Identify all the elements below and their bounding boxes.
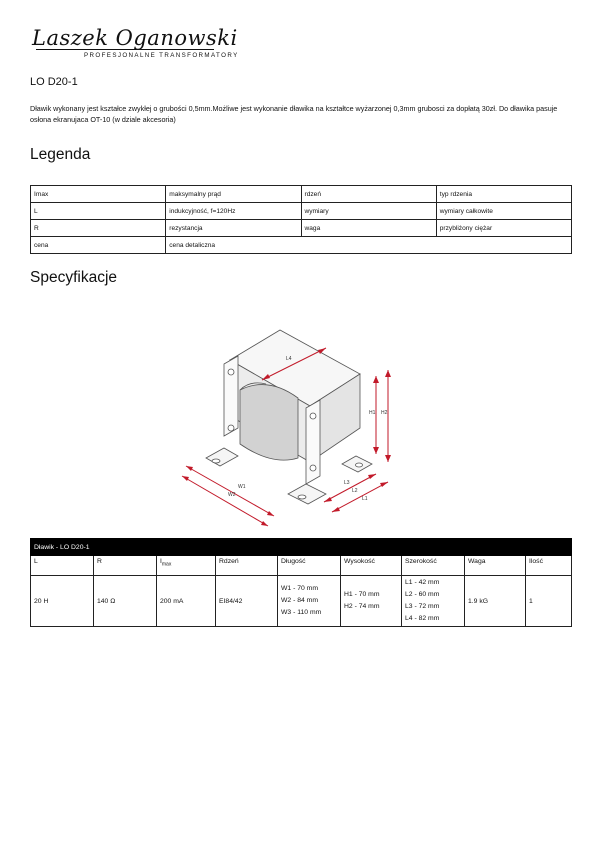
legend-row — [31, 237, 572, 254]
logo-divider — [36, 49, 214, 50]
spec-table — [30, 538, 572, 627]
legend-cell: cena — [31, 237, 166, 254]
legend-row — [31, 186, 572, 203]
legend-cell: cena detaliczna — [166, 237, 572, 254]
width-line: L3 - 72 mm — [405, 603, 440, 610]
legend-cell: przybliżony ciężar — [436, 220, 571, 237]
dim-label-l3: L3 — [344, 480, 350, 486]
legend-cell: Imax — [31, 186, 166, 203]
legend-cell: maksymalny prąd — [166, 186, 301, 203]
legend-row — [31, 220, 572, 237]
dim-label-l4: L4 — [286, 356, 292, 362]
col-width: Szerokość — [402, 556, 465, 576]
col-core: Rdzeń — [216, 556, 278, 576]
value-width — [402, 576, 465, 627]
product-description: Dławik wykonany jest kształce zwykłej o grubości 0,5mm.Możliwe jest wykonanie dławika na kształtce wyżarzonej 0,3mm grubosci za dopłatą 30zł. Do dławika pasuje osłona ekranujaca OT-10 (w dziale akcesoria) — [30, 104, 558, 124]
dim-label-l2: L2 — [352, 488, 358, 494]
height-line: H2 - 74 mm — [344, 603, 380, 610]
col-length: Długość — [278, 556, 341, 576]
dim-label-h1: H1 — [369, 410, 376, 416]
choke-dimension-drawing — [176, 316, 426, 536]
brand-tagline: PROFESJONALNE TRANSFORMATORY — [84, 52, 239, 59]
col-qty: Ilość — [526, 556, 572, 576]
value-height — [341, 576, 402, 627]
col-imax-main: I — [160, 558, 162, 565]
spec-value-row — [31, 576, 572, 627]
width-line: L1 - 42 mm — [405, 579, 440, 586]
legend-heading: Legenda — [30, 146, 91, 163]
col-l: L — [31, 556, 94, 576]
col-weight: Waga — [465, 556, 526, 576]
length-line: W3 - 110 mm — [281, 609, 322, 616]
col-r: R — [94, 556, 157, 576]
col-imax-sub: max — [161, 561, 172, 568]
spec-heading: Specyfikacje — [30, 269, 118, 286]
product-code: LO D20-1 — [30, 76, 78, 88]
col-height: Wysokość — [341, 556, 402, 576]
value-qty: 1 — [526, 576, 572, 627]
legend-cell: typ rdzenia — [436, 186, 571, 203]
length-line: W2 - 84 mm — [281, 597, 319, 604]
brand-name: Laszek Oganowski — [32, 26, 238, 50]
legend-cell: indukcyjność, f=120Hz — [166, 203, 301, 220]
value-r: 140 Ω — [94, 576, 157, 627]
legend-cell: L — [31, 203, 166, 220]
dim-label-w1: W1 — [238, 484, 246, 490]
spec-header-row — [31, 556, 572, 576]
value-imax: 200 mA — [157, 576, 216, 627]
width-line: L4 - 82 mm — [405, 615, 440, 622]
height-line: H1 - 70 mm — [344, 591, 380, 598]
dim-label-l1: L1 — [362, 496, 368, 502]
value-l: 20 H — [31, 576, 94, 627]
legend-cell: waga — [301, 220, 436, 237]
legend-cell: wymiary całkowite — [436, 203, 571, 220]
length-line: W1 - 70 mm — [281, 585, 319, 592]
dim-label-w2: W2 — [228, 492, 236, 498]
legend-table — [30, 185, 572, 254]
width-line: L2 - 60 mm — [405, 591, 440, 598]
value-core: EI84/42 — [216, 576, 278, 627]
legend-cell: R — [31, 220, 166, 237]
spec-table-title: Dławik - LO D20-1 — [31, 539, 572, 556]
legend-row — [31, 203, 572, 220]
brand-logo — [30, 22, 239, 67]
legend-cell: rezystancja — [166, 220, 301, 237]
value-weight: 1.9 kG — [465, 576, 526, 627]
legend-cell: rdzeń — [301, 186, 436, 203]
dim-label-h2: H2 — [381, 410, 388, 416]
value-length — [278, 576, 341, 627]
spec-table-title-row — [31, 539, 572, 556]
col-imax — [157, 556, 216, 576]
legend-cell: wymiary — [301, 203, 436, 220]
